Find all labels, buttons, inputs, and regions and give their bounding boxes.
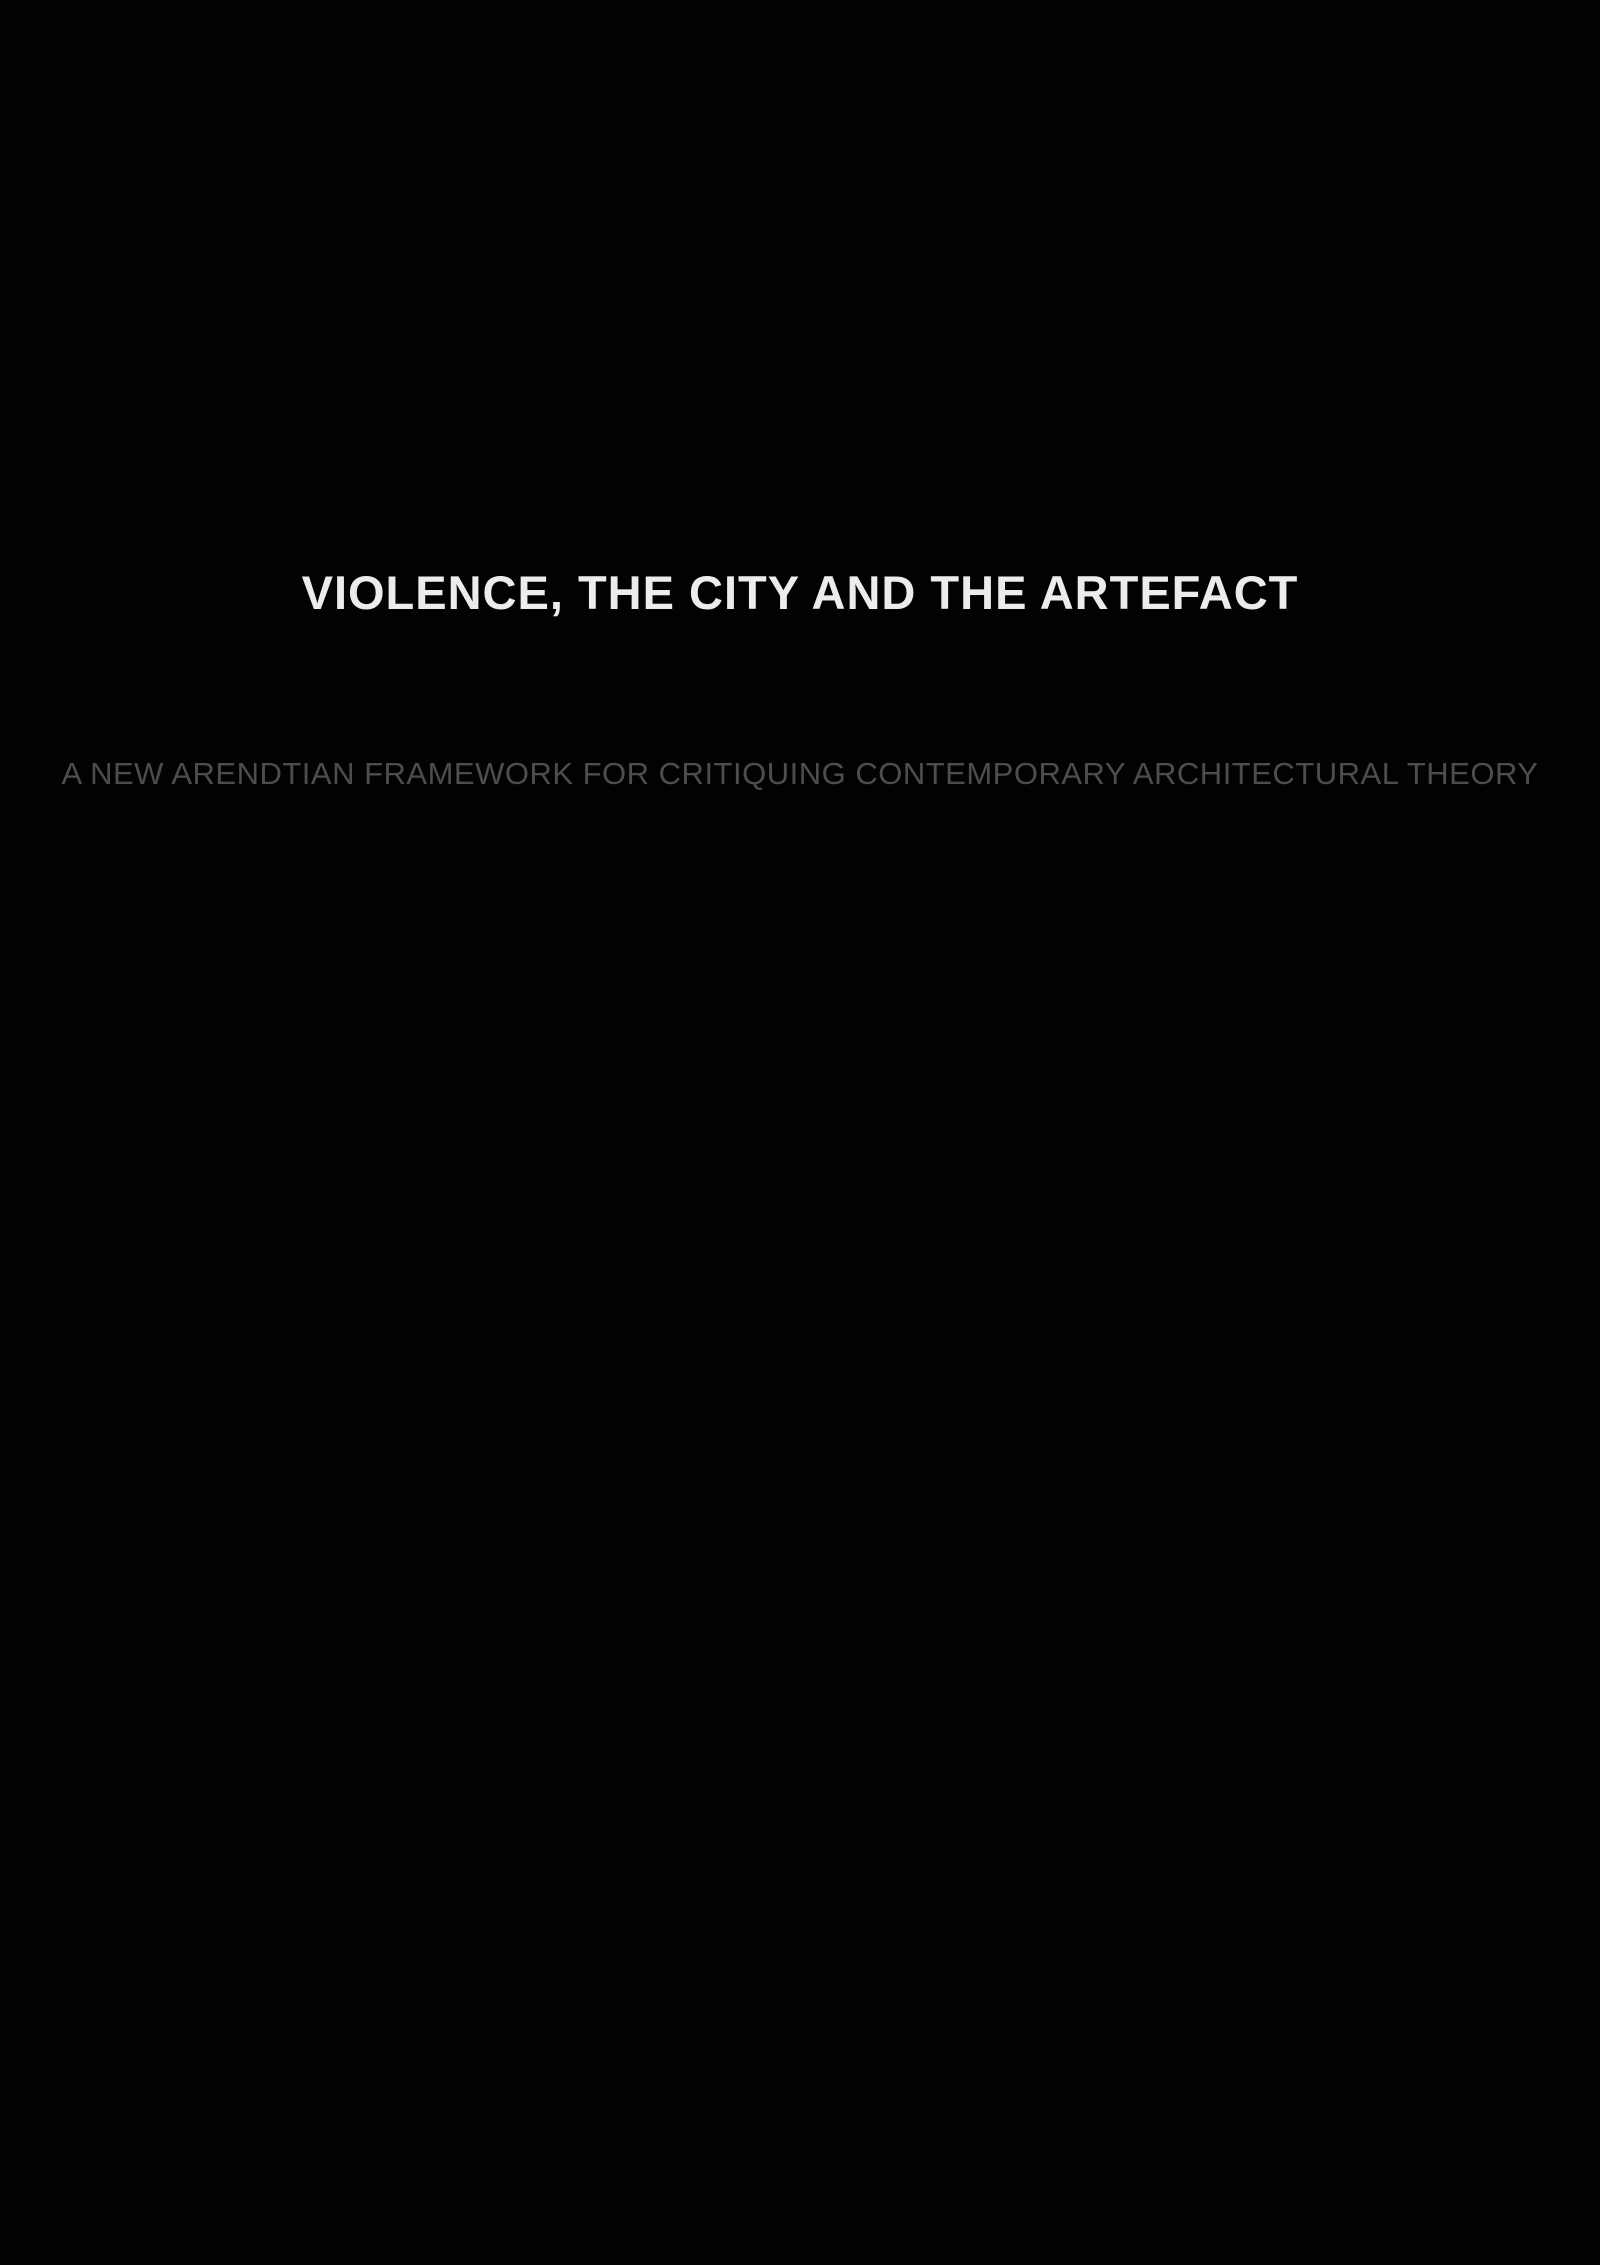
cover-subtitle: A NEW ARENDTIAN FRAMEWORK FOR CRITIQUING CONTEMPORARY ARCHITECTURAL THEORY: [61, 756, 1539, 791]
cover-title: VIOLENCE, THE CITY AND THE ARTEFACT: [301, 566, 1299, 619]
